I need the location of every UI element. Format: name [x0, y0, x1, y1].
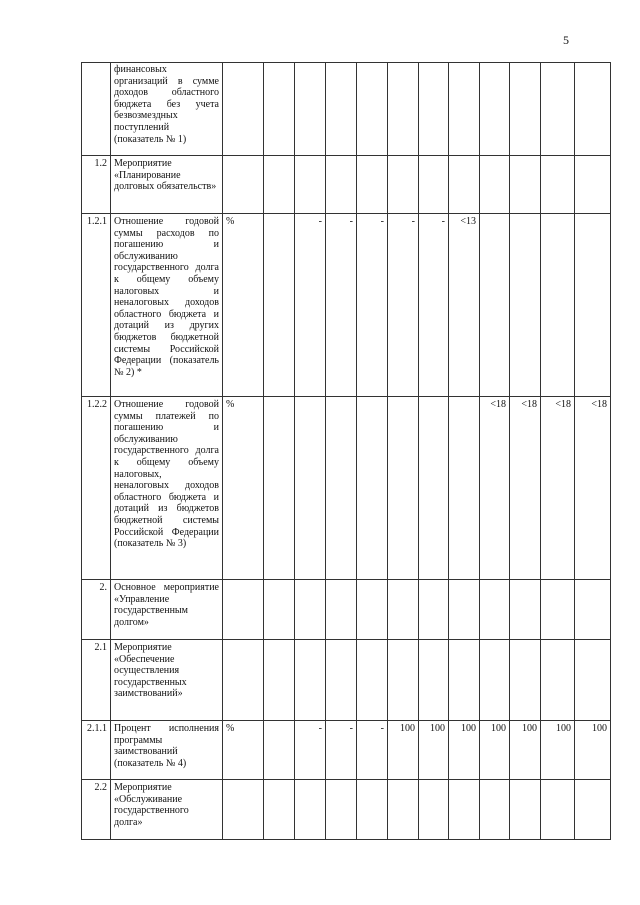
value-cell [419, 780, 449, 840]
row-number: 2.1 [82, 640, 111, 721]
row-number: 2.1.1 [82, 721, 111, 780]
row-unit [223, 780, 264, 840]
table-row [82, 721, 611, 780]
row-unit [223, 640, 264, 721]
value-cell [264, 397, 295, 580]
table-row [82, 640, 611, 721]
value-cell: - [326, 214, 357, 397]
value-cell [388, 580, 419, 640]
value-cell: - [295, 721, 326, 780]
value-cell: 100 [449, 721, 480, 780]
value-cell [480, 156, 510, 214]
value-cell [419, 397, 449, 580]
value-cell [541, 580, 575, 640]
value-cell: <13 [449, 214, 480, 397]
value-cell [295, 640, 326, 721]
indicators-table [81, 62, 611, 840]
value-cell [419, 640, 449, 721]
value-cell [357, 397, 388, 580]
value-cell [510, 63, 541, 156]
value-cell [541, 214, 575, 397]
value-cell [295, 780, 326, 840]
value-cell: - [357, 214, 388, 397]
value-cell [449, 580, 480, 640]
row-number: 2.2 [82, 780, 111, 840]
value-cell [510, 580, 541, 640]
row-unit: % [223, 214, 264, 397]
table-row [82, 63, 611, 156]
value-cell [480, 640, 510, 721]
value-cell [541, 156, 575, 214]
value-cell [480, 63, 510, 156]
table-row [82, 156, 611, 214]
value-cell [264, 640, 295, 721]
value-cell [326, 780, 357, 840]
value-cell: - [326, 721, 357, 780]
row-number: 1.2 [82, 156, 111, 214]
row-name: Мероприятие «Планирование долговых обязательств» [111, 156, 223, 214]
value-cell: - [388, 214, 419, 397]
table-row [82, 397, 611, 580]
value-cell [264, 580, 295, 640]
value-cell [388, 397, 419, 580]
value-cell: - [357, 721, 388, 780]
value-cell: <18 [480, 397, 510, 580]
value-cell: - [295, 214, 326, 397]
row-name: Процент исполнения программы заимствований (показатель № 4) [111, 721, 223, 780]
value-cell [510, 214, 541, 397]
value-cell: 100 [480, 721, 510, 780]
value-cell [326, 156, 357, 214]
value-cell [264, 721, 295, 780]
row-name: Отношение годовой суммы расходов по погашению и обслуживанию государственного долга к общему объему налоговых и неналоговых доходов областного бюджета и дотаций из других бюджетов бюджетной системы Российской Федерации (показатель № 2) * [111, 214, 223, 397]
value-cell [388, 640, 419, 721]
value-cell [264, 214, 295, 397]
value-cell [480, 580, 510, 640]
table-row [82, 214, 611, 397]
value-cell [326, 397, 357, 580]
value-cell [388, 156, 419, 214]
value-cell [357, 156, 388, 214]
row-number [82, 63, 111, 156]
value-cell [264, 63, 295, 156]
value-cell [326, 580, 357, 640]
value-cell [449, 780, 480, 840]
value-cell [419, 156, 449, 214]
value-cell: <18 [541, 397, 575, 580]
value-cell [388, 63, 419, 156]
value-cell [575, 214, 611, 397]
row-name: финансовых организаций в сумме доходов областного бюджета без учета безвозмездных поступлений (показатель № 1) [111, 63, 223, 156]
value-cell [295, 397, 326, 580]
value-cell [264, 780, 295, 840]
value-cell [541, 63, 575, 156]
value-cell: 100 [510, 721, 541, 780]
row-name: Отношение годовой суммы платежей по погашению и обслуживанию государственного долга к общему объему налоговых, неналоговых доходов областного бюджета и дотаций из бюджетов бюджетной системы Российской Федерации (показатель № 3) [111, 397, 223, 580]
value-cell [510, 156, 541, 214]
row-number: 2. [82, 580, 111, 640]
value-cell: 100 [541, 721, 575, 780]
row-unit [223, 156, 264, 214]
value-cell [541, 640, 575, 721]
row-name: Основное мероприятие «Управление государственным долгом» [111, 580, 223, 640]
row-unit: % [223, 397, 264, 580]
value-cell [357, 640, 388, 721]
value-cell: - [419, 214, 449, 397]
value-cell [575, 63, 611, 156]
value-cell [449, 156, 480, 214]
table-row [82, 780, 611, 840]
page-number: 5 [563, 33, 569, 47]
value-cell [575, 780, 611, 840]
value-cell [575, 580, 611, 640]
value-cell [449, 63, 480, 156]
row-name: Мероприятие «Обслуживание государственного долга» [111, 780, 223, 840]
value-cell: <18 [510, 397, 541, 580]
value-cell [295, 63, 326, 156]
value-cell [295, 580, 326, 640]
row-unit [223, 63, 264, 156]
value-cell [510, 640, 541, 721]
value-cell [541, 780, 575, 840]
value-cell [357, 63, 388, 156]
row-unit [223, 580, 264, 640]
value-cell [575, 156, 611, 214]
value-cell: 100 [575, 721, 611, 780]
table-row [82, 580, 611, 640]
value-cell [388, 780, 419, 840]
value-cell [326, 63, 357, 156]
row-number: 1.2.2 [82, 397, 111, 580]
value-cell [264, 156, 295, 214]
row-unit: % [223, 721, 264, 780]
value-cell [449, 397, 480, 580]
value-cell [419, 63, 449, 156]
value-cell: 100 [419, 721, 449, 780]
value-cell: <18 [575, 397, 611, 580]
row-number: 1.2.1 [82, 214, 111, 397]
value-cell [480, 780, 510, 840]
value-cell [575, 640, 611, 721]
value-cell [326, 640, 357, 721]
value-cell [449, 640, 480, 721]
row-name: Мероприятие «Обеспечение осуществления государственных заимствований» [111, 640, 223, 721]
value-cell [357, 580, 388, 640]
value-cell [480, 214, 510, 397]
value-cell [357, 780, 388, 840]
value-cell [510, 780, 541, 840]
value-cell [419, 580, 449, 640]
value-cell [295, 156, 326, 214]
value-cell: 100 [388, 721, 419, 780]
